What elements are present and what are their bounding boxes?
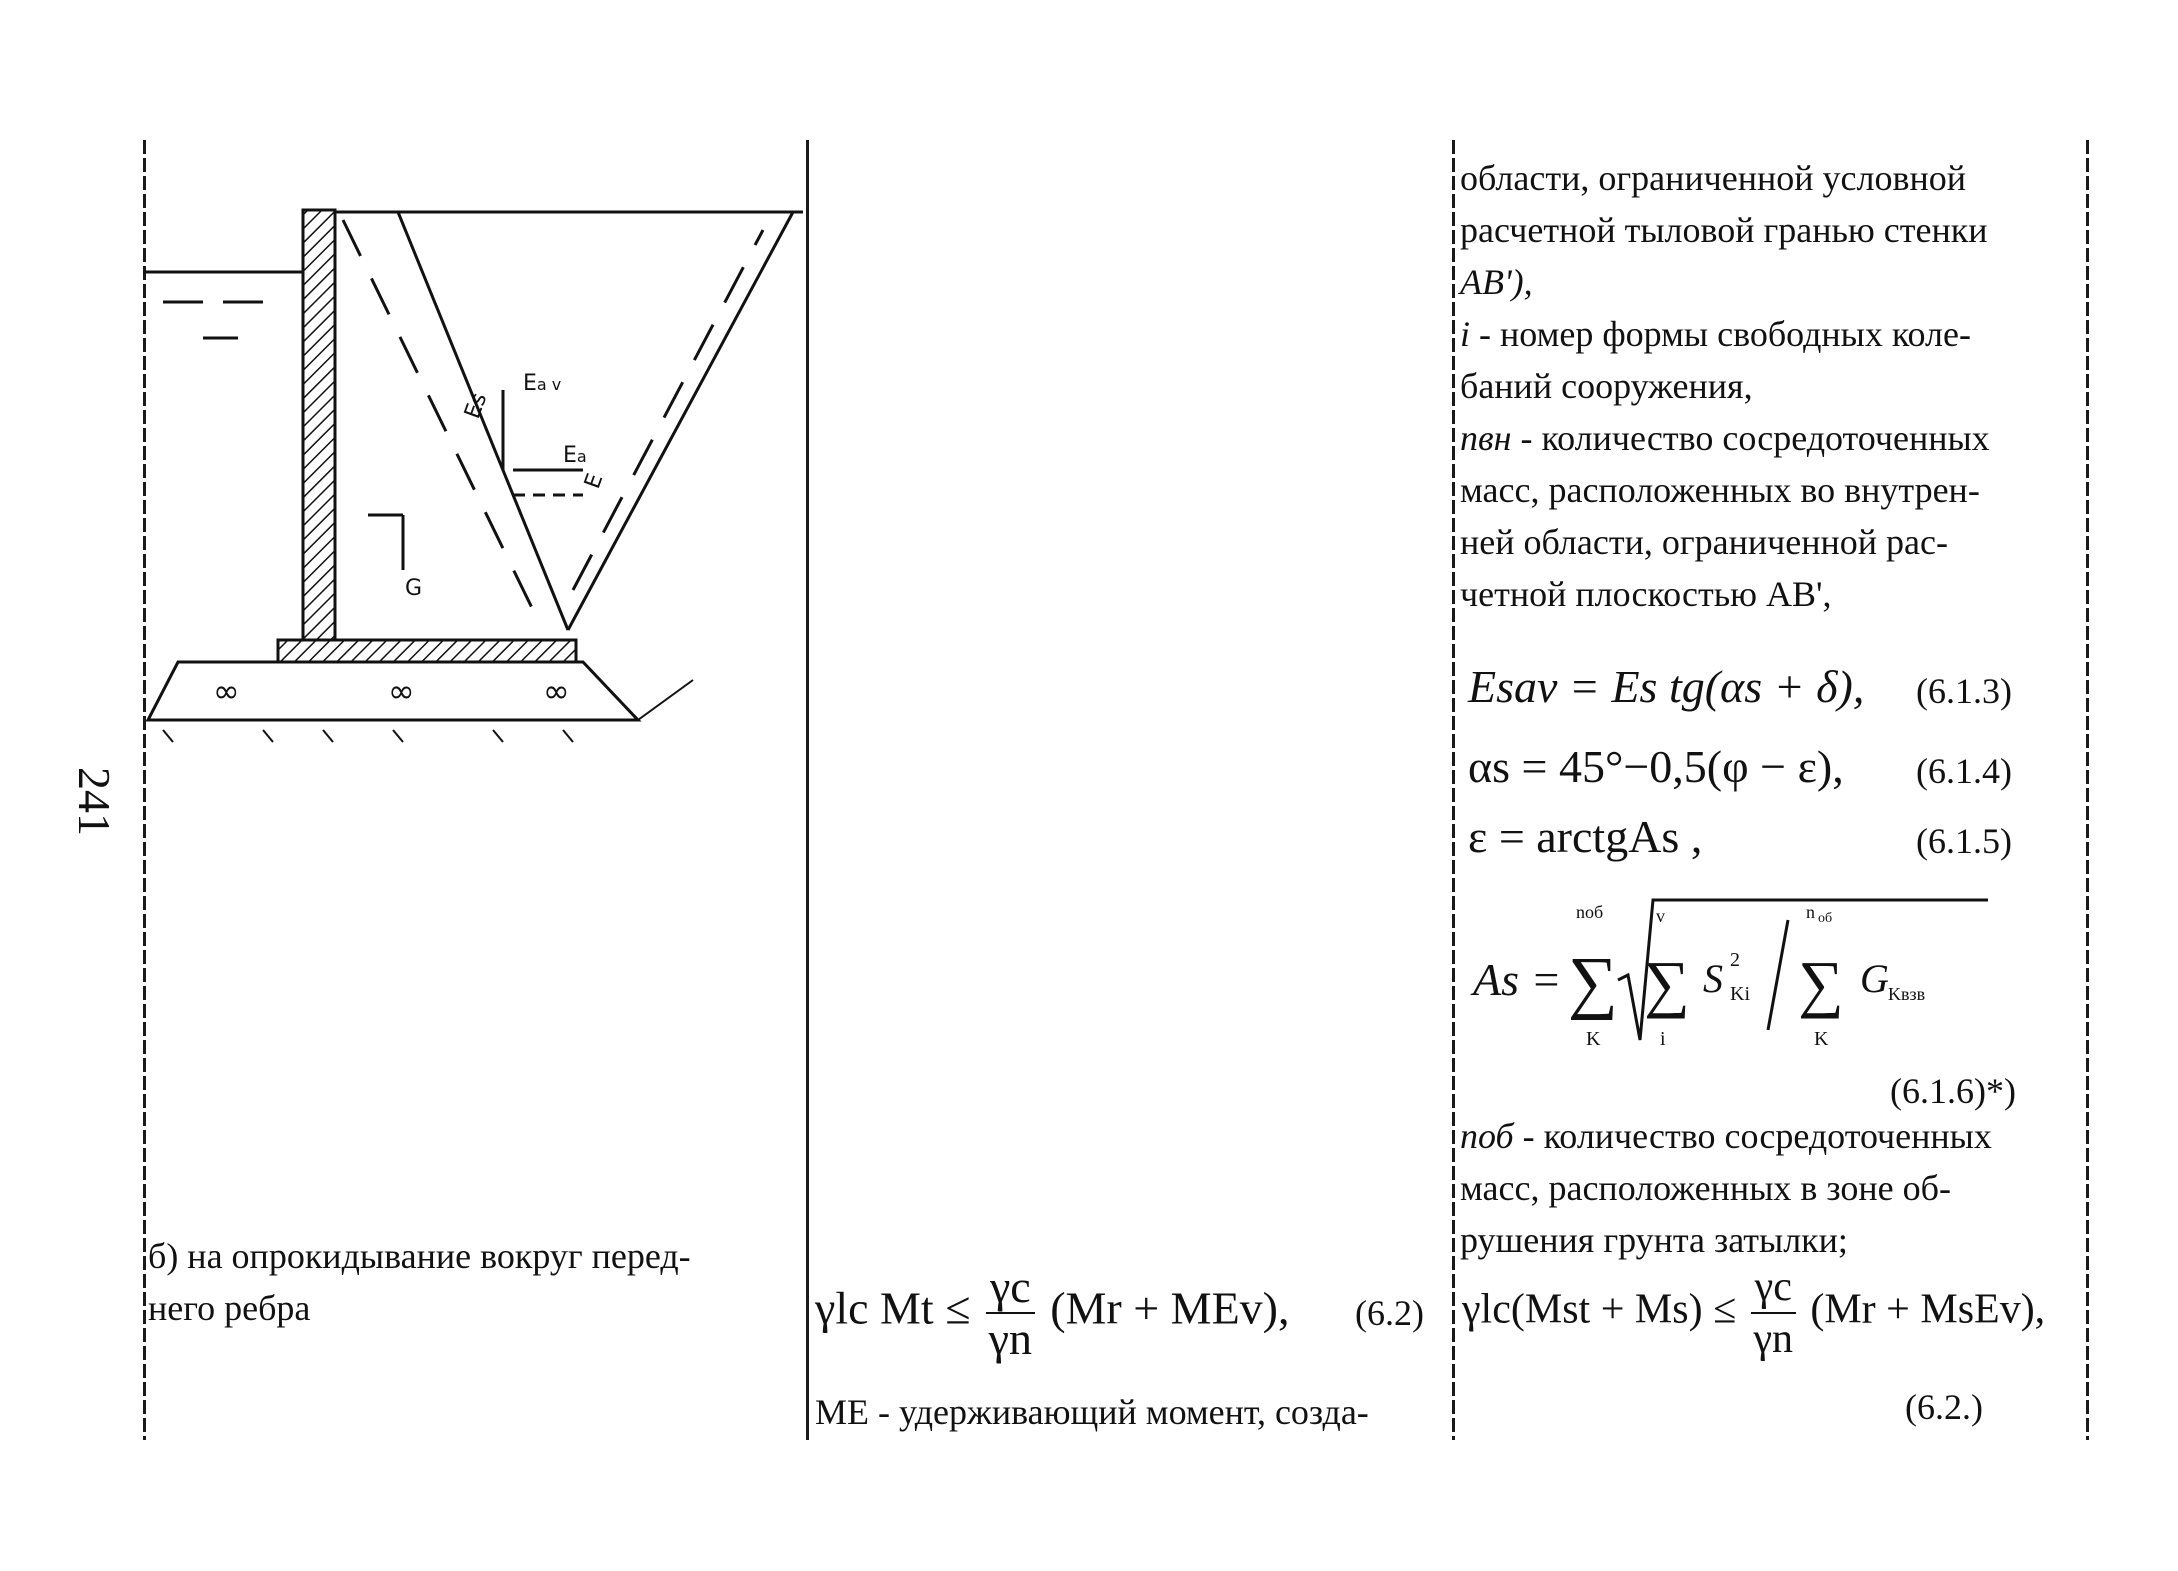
def-i-cont: баний сооружения, xyxy=(1460,366,1753,406)
equation-6-1-6-number: (6.1.6)*) xyxy=(1890,1071,2016,1111)
svg-text:K: K xyxy=(1814,1028,1829,1050)
seismic-plane-right xyxy=(573,230,763,590)
def-line-1: области, ограниченной условной xyxy=(1460,158,1966,198)
svg-text:nоб: nоб xyxy=(1576,902,1604,922)
sum-sign-outer: ∑ xyxy=(1568,944,1618,1021)
svg-text:S: S xyxy=(1703,956,1723,1001)
label-eav: Ea v xyxy=(523,371,562,396)
svg-text:v: v xyxy=(1656,906,1665,926)
formula-6-2 xyxy=(815,1261,1424,1364)
def-nob: nоб - количество сосредоточенных xyxy=(1460,1116,1992,1156)
failure-plane-right xyxy=(568,212,793,630)
page-number: 241 xyxy=(69,767,120,836)
division-slash xyxy=(1768,920,1788,1030)
table-right-border xyxy=(2086,140,2089,1440)
column-divider-right xyxy=(1452,140,1455,1440)
def-line-3: AB'), xyxy=(1460,262,1533,302)
def-n-line4: четной плоскостью AB', xyxy=(1460,574,1832,614)
formula-6-2-lhs: γlc Mt ≤ xyxy=(815,1282,971,1334)
caption-line-2: него ребра xyxy=(148,1288,311,1328)
def-nob-line2: масс, расположенных в зоне об- xyxy=(1460,1168,1951,1208)
overturning-caption xyxy=(148,1230,798,1334)
holding-moment-note: ME - удерживающий момент, созда- xyxy=(815,1392,1369,1432)
svg-text:об: об xyxy=(1818,911,1833,926)
foundation-stones xyxy=(213,672,570,710)
label-ea: Ea xyxy=(563,443,587,468)
sum-sign-inner: ∑ xyxy=(1644,948,1690,1019)
label-g: G xyxy=(405,576,423,601)
wall-stem xyxy=(303,210,335,640)
equation-6-1-5: ε = arctgAs , (6.1.5) xyxy=(1468,811,2012,862)
svg-text:∞: ∞ xyxy=(213,672,240,710)
caption-line-1: б) на опрокидывание вокруг перед- xyxy=(148,1236,691,1276)
svg-text:Ki: Ki xyxy=(1730,983,1750,1005)
formula-6-2-fraction: $\frac{\gamma c}{\gamma n}$ xyxy=(986,1262,1035,1364)
sum-sign-denominator: ∑ xyxy=(1798,948,1844,1019)
formula-6-2-number: (6.2) xyxy=(1355,1293,1424,1333)
label-e: E xyxy=(580,470,609,493)
svg-text:Kвзв: Kвзв xyxy=(1888,984,1926,1004)
svg-text:K: K xyxy=(1586,1028,1601,1050)
definitions-block-2 xyxy=(1460,1110,2080,1266)
water-surface xyxy=(143,272,303,338)
def-n: nвн - количество сосредоточенных xyxy=(1460,418,1990,458)
equation-6-1-4: αs = 45°−0,5(φ − ε), (6.1.4) xyxy=(1468,741,2012,792)
svg-text:n: n xyxy=(1806,902,1815,922)
label-es: Es xyxy=(460,389,493,423)
def-i: i - номер формы свободных коле- xyxy=(1460,314,1971,354)
equation-6-1-3: Esav = Es tg(αs + δ), (6.1.3) xyxy=(1468,661,2012,712)
wall-base xyxy=(278,640,576,662)
formula-6-2-seismic: γlc(Mst + Ms) ≤ $\frac{\gamma c}{\gamma n}$ (Mr + MsEv), xyxy=(1462,1264,2046,1362)
formula-6-2-seismic-number: (6.2.) xyxy=(1905,1387,1983,1427)
ground-hatching xyxy=(163,680,693,742)
def-line-2: расчетной тыловой гранью стенки xyxy=(1460,210,1988,250)
svg-text:G: G xyxy=(1860,956,1889,1001)
svg-text:As =: As = xyxy=(1473,954,1562,1005)
svg-text:i: i xyxy=(1660,1028,1666,1050)
def-n-line3: ней области, ограниченной рас- xyxy=(1460,522,1948,562)
def-nob-line3: рушения грунта затылки; xyxy=(1460,1220,1848,1260)
equation-6-1-6 xyxy=(1468,880,2028,1090)
svg-text:2: 2 xyxy=(1730,949,1740,971)
definitions-block xyxy=(1460,152,2080,620)
svg-text:∞: ∞ xyxy=(543,672,570,710)
svg-text:∞: ∞ xyxy=(388,672,415,710)
column-divider-left xyxy=(806,140,809,1440)
formula-6-2-rhs: (Mr + MEv), xyxy=(1050,1282,1290,1334)
retaining-wall-diagram xyxy=(143,190,803,750)
def-n-line2: масс, расположенных во внутрен- xyxy=(1460,470,1980,510)
